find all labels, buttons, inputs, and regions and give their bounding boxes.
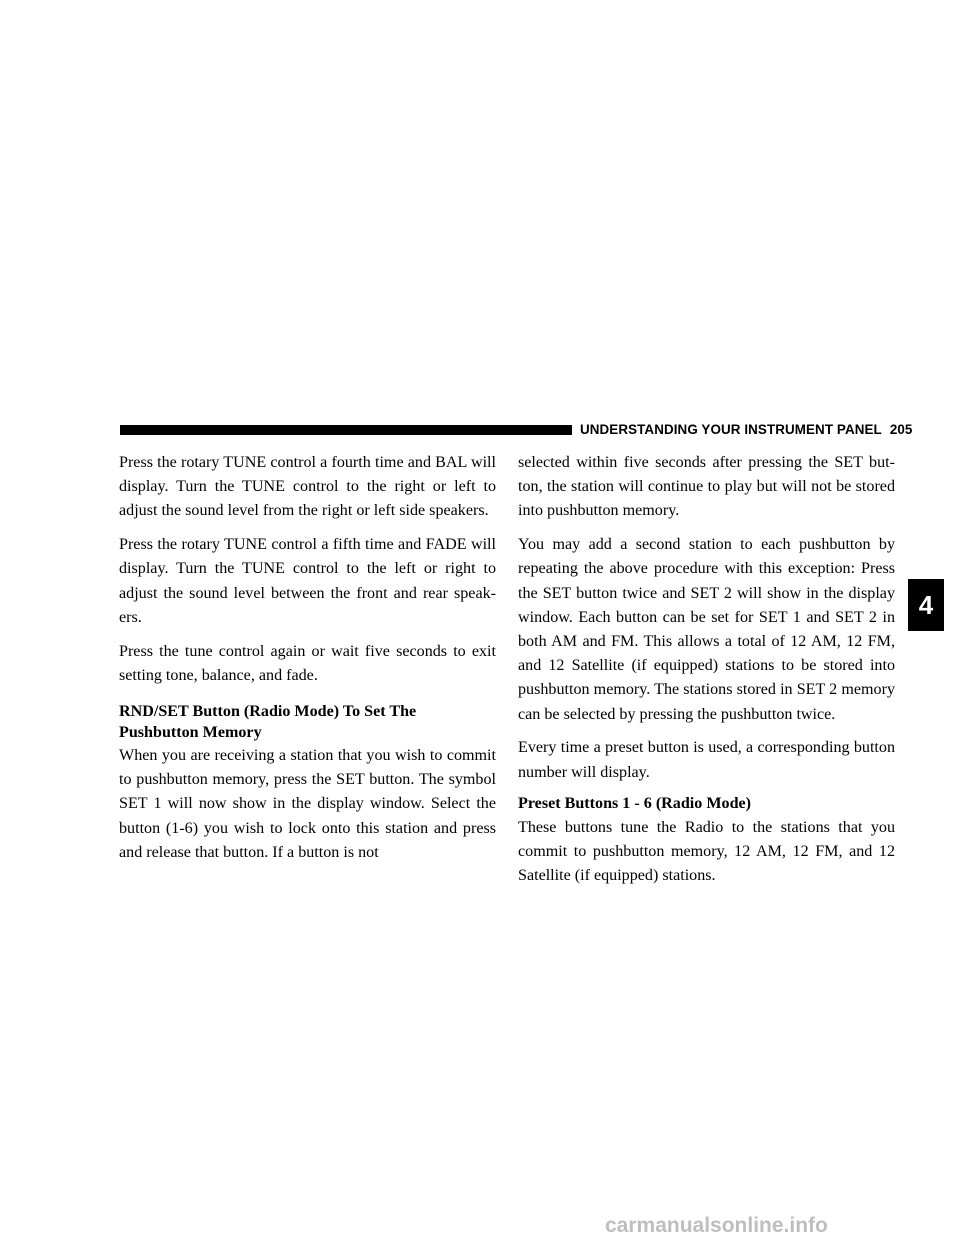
paragraph: selected within five seconds after pressing the SET but-ton, the station will continue to play but will not be stored into pushbutton memory.	[518, 454, 895, 520]
page-number: 205	[889, 422, 913, 437]
paragraph: Press the tune control again or wait five seconds to exit setting tone, balance, and fade.	[119, 642, 496, 684]
paragraph: Every time a preset button is used, a corresponding button number will display.	[518, 739, 895, 781]
paragraph: You may add a second station to each pushbutton by repeating the above procedure with this exception: Press the SET button twice and SET 2 will show in the display window. Each button can be set for SET 1 and SET 2 in both AM and FM. This allows a total of 12 AM, 12 FM, and 12 Satellite (if equipped) stations to be stored into pushbutton memory. The stations stored in SET 2 memory can be selected by pressing the pushbutton twice.	[518, 536, 895, 723]
paragraph: These buttons tune the Radio to the stations that you commit to pushbutton memory, 12 AM, 12 FM, and 12 Satellite (if equipped) stations.	[518, 818, 895, 885]
left-column	[119, 451, 496, 875]
header-rule	[120, 425, 572, 435]
chapter-tab: 4	[908, 579, 944, 631]
section-heading: Preset Buttons 1 - 6 (Radio Mode)	[518, 795, 752, 813]
watermark: carmanualsonline.info	[605, 1214, 828, 1237]
paragraph: Press the rotary TUNE control a fifth time and FADE will display. Turn the TUNE control to the left or right to adjust the sound level between the front and rear speak-ers.	[119, 536, 496, 626]
section-heading: RND/SET Button (Radio Mode) To Set The Pushbutton Memory	[119, 703, 417, 741]
running-header	[580, 421, 912, 439]
paragraph: When you are receiving a station that you wish to commit to pushbutton memory, press the SET button. The symbol SET 1 will now show in the display window. Select the button (1-6) you wish to lock onto this station and press and release that button. If a button is not	[119, 747, 496, 861]
right-column	[518, 451, 895, 898]
paragraph: Press the rotary TUNE control a fourth time and BAL will display. Turn the TUNE control to the right or left to adjust the sound level from the right or left side speakers.	[119, 454, 496, 520]
section-title: UNDERSTANDING YOUR INSTRUMENT PANEL	[580, 422, 882, 437]
